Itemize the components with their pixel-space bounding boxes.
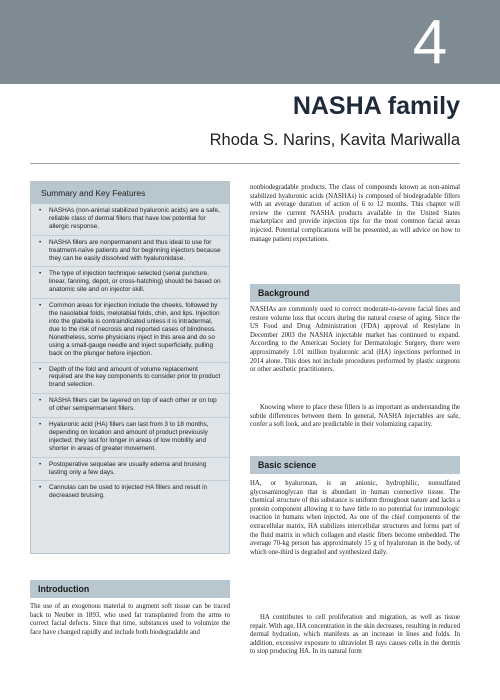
title-divider [30, 163, 460, 164]
summary-item: • Depth of the fold and amount of volume replacement required are the key components to consider prior to product brand selection. [31, 363, 229, 395]
summary-item: • The type of injection technique selected (serial puncture, linear, fanning, depot, or cross-hatching) should be based on anatomic site and on injector skill. [31, 267, 229, 299]
summary-item: • Hyaluronic acid (HA) fillers can last from 3 to 18 months, depending on location and amount of product previously injected; they last for longer in areas of low mobility and shorter in areas of greater movement. [31, 418, 229, 458]
summary-item: • NASHAs (non-animal stabilized hyaluronic acids) are a safe, reliable class of dermal fillers that have low potential for allergic response. [31, 204, 229, 236]
basic-science-heading: Basic science [250, 456, 460, 474]
introduction-heading: Introduction [30, 580, 230, 598]
summary-item: • Cannulas can be used to injected HA fillers and result in decreased bruising. [31, 481, 229, 504]
chapter-number: 4 [412, 8, 448, 77]
summary-item: • NASHA fillers can be layered on top of each other or on top of other semipermanent fillers. [31, 394, 229, 418]
summary-heading: Summary and Key Features [31, 182, 229, 204]
chapter-authors: Rhoda S. Narins, Kavita Mariwalla [209, 131, 460, 149]
summary-list [31, 204, 229, 504]
basic-science-paragraph: HA contributes to cell proliferation and migration, as well as tissue repair. With age, HA concentration in the skin decreases, resulting in reduced dermal hydration, which manifests as an increase in lines and folds. In addition, excessive exposure to ultraviolet B rays causes cells in the dermis to stop producing HA. In its natural form [250, 614, 460, 656]
summary-item: • Postoperative sequelae are usually edema and bruising lasting only a few days. [31, 458, 229, 482]
intro-continued-paragraph: nonbiodegradable products. The class of compounds known as non-animal stabilized hyaluronic acids (NASHAs) is composed of biodegradable fillers with an average duration of action of 6 to 12 months. This chapter will review the current NASHA products available in the United States marketplace and provide injection tips for the most common facial areas injected. Potential complications will be presented, as will advice on how to manage patient expectations. [250, 184, 460, 243]
summary-item: • NASHA fillers are nonpermanent and thus ideal to use for treatment-naïve patients and for beginning injectors because they can be easily dissolved with hyaluronidase. [31, 236, 229, 268]
chapter-title: NASHA family [292, 92, 460, 120]
summary-box [30, 181, 230, 554]
summary-item: • Common areas for injection include the cheeks, followed by the nasolabial folds, melolabial folds, chin, and lips. Injection into the glabella is contraindicated unless it is intradermal, due to the risk of necrosis and reported cases of blindness. Nonetheless, some physicians inject in this area and do so using a small-gauge needle and inject superficially, pulling back on the plunger before injection. [31, 299, 229, 362]
background-paragraph: Knowing where to place these fillers is as important as understanding the subtle differences between them. In general, NASHA injectables are safe, confer a soft look, and are predictable in their volumizing capacity. [250, 404, 460, 429]
introduction-paragraph: The use of an exogenous material to augment soft tissue can be traced back to Neuber in 1893, who used fat transplanted from the arms to correct facial defects. Since that time, substances used to volumize the face have changed rapidly and include both biodegradable and [30, 603, 230, 636]
basic-science-paragraph: HA, or hyaluronan, is an anionic, hydrophilic, nonsulfated glycosaminoglycan that is abundant in human connective tissue. The chemical structure of this substance is uniform throughout nature and lacks a protein component allowing it to have little to no potential for immunologic reaction in humans when injected. As one of the chief components of the extracellular matrix, HA stabilizes intercellular structures and forms part of the fluid matrix in which collagen and elastic fibers become embedded. The average 70-kg person has approximately 15 g of hyaluronan in the body, of which one-third is degraded and synthesized daily. [250, 480, 460, 556]
background-heading: Background [250, 284, 460, 302]
background-paragraph: NASHAs are commonly used to correct moderate-to-severe facial lines and restore volume loss that occurs during the natural course of aging. Since the US Food and Drug Administration (FDA) approval of Restylane in December 2003 the NASHA injectable market has continued to expand. According to the American Society for Dermatologic Surgery, there were approximately 1.01 million hyaluronic acid (HA) injections performed in 2014 alone. This does not include procedures performed by plastic surgeons or other aesthetic practitioners. [250, 306, 460, 374]
